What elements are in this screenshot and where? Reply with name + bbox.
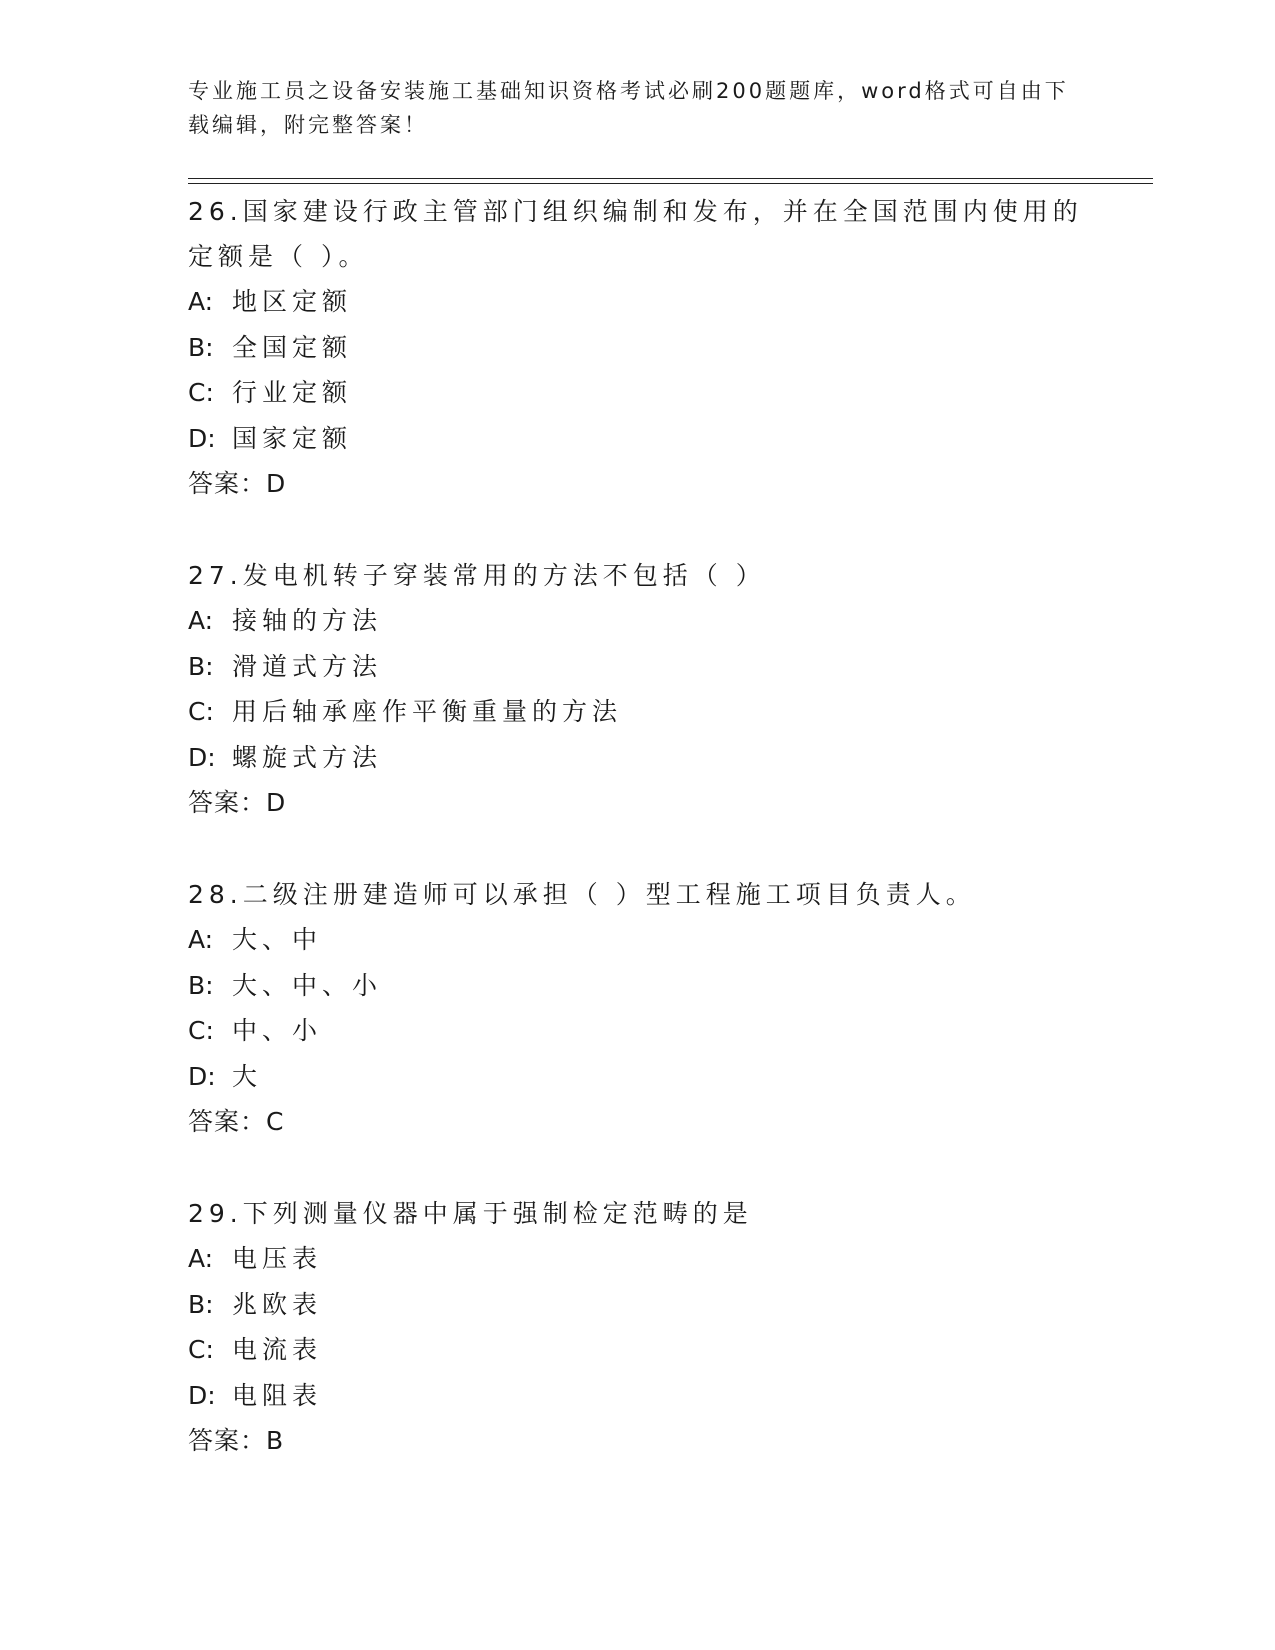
option-letter: A: <box>188 287 214 316</box>
document-header <box>188 74 1088 142</box>
option-b <box>188 325 1088 371</box>
option-letter: A: <box>188 925 214 954</box>
question-stem: 26.国家建设行政主管部门组织编制和发布，并在全国范围内使用的定额是（ ）。 <box>188 197 1083 271</box>
question-stem: 27.发电机转子穿装常用的方法不包括（ ） <box>188 561 766 590</box>
option-text: 螺旋式方法 <box>232 742 383 772</box>
document-title: 专业施工员之设备安装施工基础知识资格考试必刷200题题库，word格式可自由下载编辑，附完整答案！ <box>188 79 1069 137</box>
option-a <box>188 598 1088 644</box>
option-letter: D: <box>188 742 216 772</box>
option-letter: B: <box>188 1289 214 1319</box>
option-letter: C: <box>188 378 214 407</box>
option-a <box>188 917 1088 963</box>
option-c <box>188 689 1088 735</box>
option-c <box>188 370 1088 416</box>
header-divider-bottom <box>188 183 1153 184</box>
option-text: 接轴的方法 <box>232 606 383 635</box>
option-letter: B: <box>188 651 214 681</box>
option-letter: A: <box>188 606 214 635</box>
option-text: 兆欧表 <box>232 1289 323 1319</box>
option-b <box>188 644 1088 690</box>
question-list <box>188 189 1088 1510</box>
answer-line: 答案：D <box>188 788 287 817</box>
option-text: 大 <box>232 1061 263 1091</box>
option-c <box>188 1327 1088 1373</box>
option-letter: A: <box>188 1244 214 1273</box>
option-text: 用后轴承座作平衡重量的方法 <box>232 697 623 726</box>
option-text: 滑道式方法 <box>232 651 383 681</box>
answer-line: 答案：B <box>188 1426 285 1455</box>
option-text: 地区定额 <box>232 287 353 316</box>
option-a <box>188 1236 1088 1282</box>
header-divider-top <box>188 178 1153 179</box>
option-text: 行业定额 <box>232 378 353 407</box>
option-a <box>188 279 1088 325</box>
option-d <box>188 735 1088 781</box>
option-d <box>188 1373 1088 1419</box>
question-28 <box>188 872 1088 1145</box>
option-letter: C: <box>188 1335 214 1364</box>
option-c <box>188 1008 1088 1054</box>
question-29 <box>188 1191 1088 1464</box>
option-letter: D: <box>188 1061 216 1091</box>
question-stem: 29.下列测量仪器中属于强制检定范畴的是 <box>188 1199 753 1228</box>
option-text: 全国定额 <box>232 332 353 362</box>
question-26 <box>188 189 1088 507</box>
option-letter: D: <box>188 423 216 453</box>
option-letter: D: <box>188 1380 216 1410</box>
option-text: 电流表 <box>232 1335 323 1364</box>
option-letter: B: <box>188 332 214 362</box>
question-27 <box>188 553 1088 826</box>
option-text: 中、小 <box>232 1016 323 1045</box>
answer-line: 答案：D <box>188 469 287 498</box>
option-d <box>188 1054 1088 1100</box>
option-b <box>188 1282 1088 1328</box>
option-b <box>188 963 1088 1009</box>
question-stem: 28.二级注册建造师可以承担（ ）型工程施工项目负责人。 <box>188 880 976 909</box>
option-d <box>188 416 1088 462</box>
option-text: 大、中、小 <box>232 970 383 1000</box>
option-letter: C: <box>188 697 214 726</box>
option-letter: C: <box>188 1016 214 1045</box>
option-text: 电阻表 <box>232 1380 323 1410</box>
option-text: 国家定额 <box>232 423 353 453</box>
answer-line: 答案：C <box>188 1107 285 1136</box>
option-text: 电压表 <box>232 1244 323 1273</box>
option-letter: B: <box>188 970 214 1000</box>
option-text: 大、中 <box>232 925 323 954</box>
